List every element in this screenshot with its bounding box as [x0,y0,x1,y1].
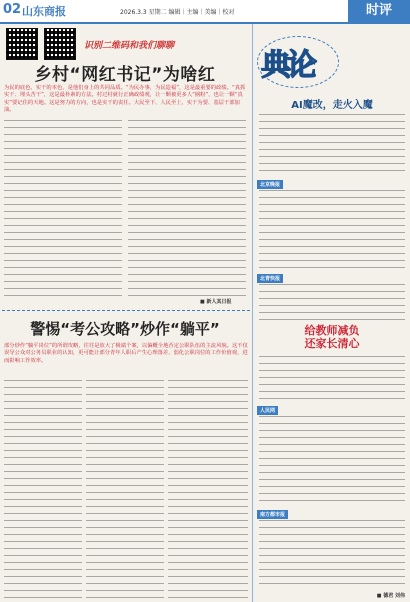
article1-body-col2 [128,120,246,296]
issue-meta: 2026.3.3 星期二 编辑｜主编｜美编｜校对 [120,9,235,16]
right-column [252,24,410,602]
article2-headline: 警惕“考公攻略”炒作“躺平” [30,320,220,338]
logo-text: 典论 [261,48,313,83]
qr-code-icon [44,28,76,60]
sub-label-4: 南方都市报 [257,510,288,519]
column-body-5 [259,416,405,504]
column-body-4 [259,356,405,402]
sub-label-3: 人民网 [257,406,278,415]
column-body-1 [259,114,405,174]
divider [2,310,250,311]
column-logo [261,34,337,88]
column-signoff: ■ 德君 刘伟 [376,593,405,599]
section-tab: 时评 [348,0,410,22]
sub-label-2: 北青快报 [257,274,283,283]
page-number: 02 [3,2,22,17]
article2-body-col3 [168,380,248,598]
article2-lede: 部分炒作“躺平岗位”的所谓攻略，往往是放大了极端个案，以偏概全地否定公职队伍的主流风貌。这不仅误导公众对公务员职业的认知，更可能让部分青年人职后产生心理落差，弱化公职岗位的工作价值观，进而影响工作效率。 [4,343,248,364]
column-title: AI魔改，走火入魔 [291,100,373,111]
masthead [0,0,410,24]
article2-body-col1 [4,380,82,598]
article1-headline: 乡村“网红书记”为啥红 [34,65,216,85]
column-body-3 [259,284,405,324]
column-body-2 [259,190,405,270]
mid-headline-2: 还家长清心 [304,337,360,350]
article1-byline: ■ 新人其日报 [200,299,232,305]
paper-name: 山东商报 [22,5,66,18]
qr-caption: 识别二维码和我们聊聊 [84,41,175,51]
column-body-6 [259,520,405,590]
article1-body-col1 [4,120,122,296]
article1-lede: 为民的底色、实干的本色，是他们身上的共同品质。“为民办事，为民造福”，这是最重要的政绩。“真抓实干、埋头苦干”，这是最朴素的方法。村过村就行正确政绩观，让一颗被更多人“圈粉”，也让一颗“真实”要记住的天地。这是努力的方向，也是实干的责任。大民至下、人民至上，实干为要、基层干部加油。 [4,85,246,114]
article2-body-col2 [86,380,164,598]
sub-label-1: 北京晚报 [257,180,283,189]
mid-headline-1: 给教师减负 [304,324,360,337]
qr-code-icon [6,28,38,60]
